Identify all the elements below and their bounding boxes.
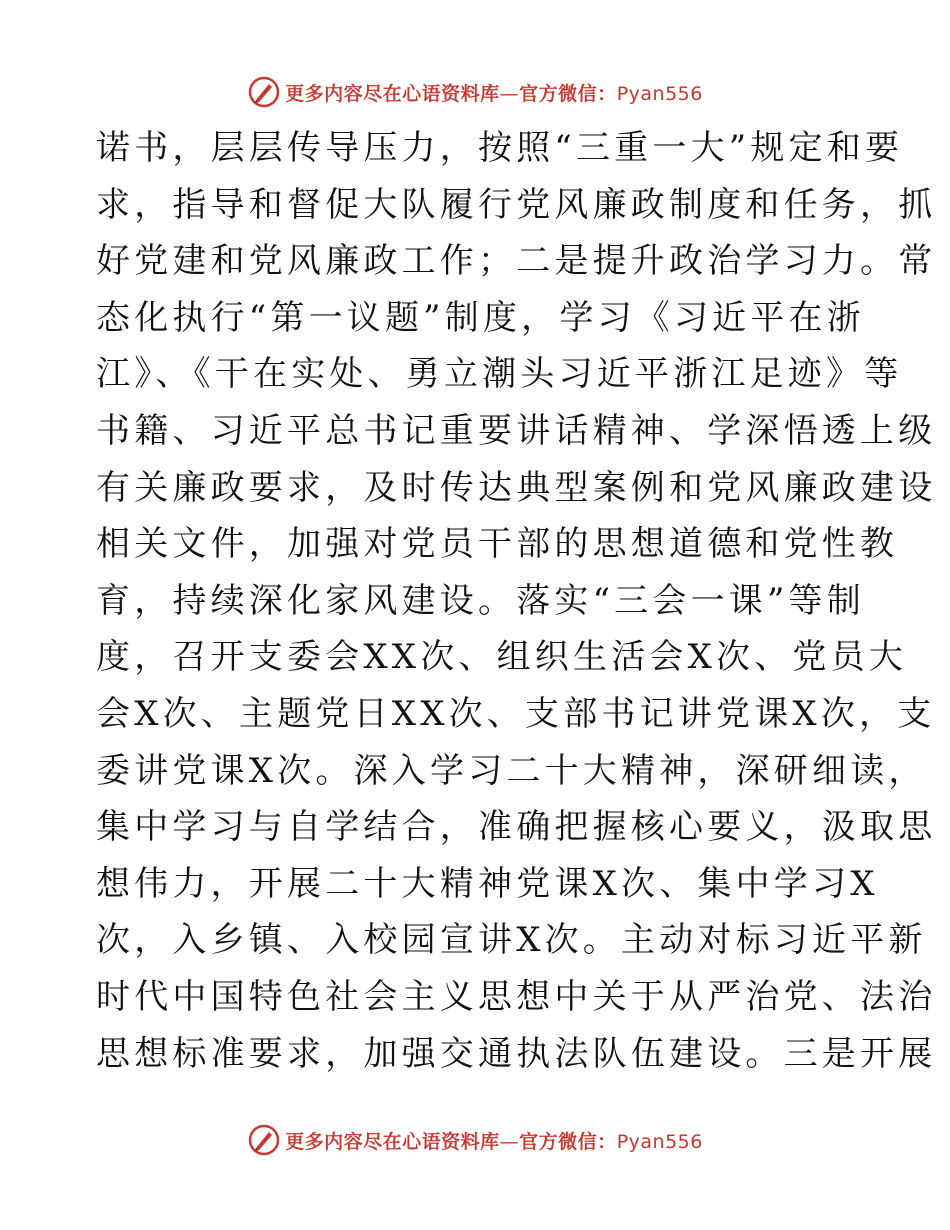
text-line: 时代中国特色社会主义思想中关于从严治党、法治 xyxy=(96,976,937,1017)
banner-wechat-label: 官方微信： xyxy=(519,82,617,105)
text-line: 想伟力，开展二十大精神党课X次、集中学习X xyxy=(96,863,879,904)
banner-text xyxy=(285,1127,703,1154)
document-body xyxy=(96,120,937,1082)
quill-circle-icon xyxy=(247,75,281,109)
text-line: 度，召开支委会XX次、组织生活会X次、党员大 xyxy=(96,637,908,678)
banner-dash: — xyxy=(499,82,520,105)
text-line: 育，持续深化家风建设。落实“三会一课”等制 xyxy=(96,580,865,621)
text-line: 集中学习与自学结合，准确把握核心要义，汲取思 xyxy=(96,807,937,848)
banner-dash: — xyxy=(499,1130,520,1153)
text-line: 相关文件，加强对党员干部的思想道德和党性教 xyxy=(96,524,899,565)
banner-brand: 更多内容尽在心语资料库 xyxy=(285,1130,500,1153)
footer-watermark-banner xyxy=(0,1120,950,1160)
text-line: 委讲党课X次。深入学习二十大精神，深研细读， xyxy=(96,750,927,791)
text-line: 会X次、主题党日XX次、支部书记讲党课X次，支 xyxy=(96,693,936,734)
text-line: 态化执行“第一议题”制度，学习《习近平在浙 xyxy=(96,297,865,338)
banner-brand: 更多内容尽在心语资料库 xyxy=(285,82,500,105)
banner-wechat-label: 官方微信： xyxy=(519,1130,617,1153)
quill-circle-icon xyxy=(247,1123,281,1157)
text-line: 江》、《干在实处、勇立潮头习近平浙江足迹》等 xyxy=(96,354,903,395)
text-line: 思想标准要求，加强交通执法队伍建设。三是开展 xyxy=(96,1033,937,1074)
banner-wechat-id: Pyan556 xyxy=(616,1130,703,1153)
banner-wechat-id: Pyan556 xyxy=(616,82,703,105)
text-line: 次，入乡镇、入校园宣讲X次。主动对标习近平新 xyxy=(96,920,927,961)
text-line: 诺书，层层传导压力，按照“三重一大”规定和要 xyxy=(96,128,904,168)
text-line: 好党建和党风廉政工作；二是提升政治学习力。常 xyxy=(96,241,937,282)
text-line: 书籍、习近平总书记重要讲话精神、学深悟透上级 xyxy=(96,410,937,451)
text-line: 求，指导和督促大队履行党风廉政制度和任务，抓 xyxy=(96,184,937,225)
header-watermark-banner xyxy=(0,72,950,112)
banner-text xyxy=(285,79,703,106)
text-line: 有关廉政要求，及时传达典型案例和党风廉政建设 xyxy=(96,467,937,508)
